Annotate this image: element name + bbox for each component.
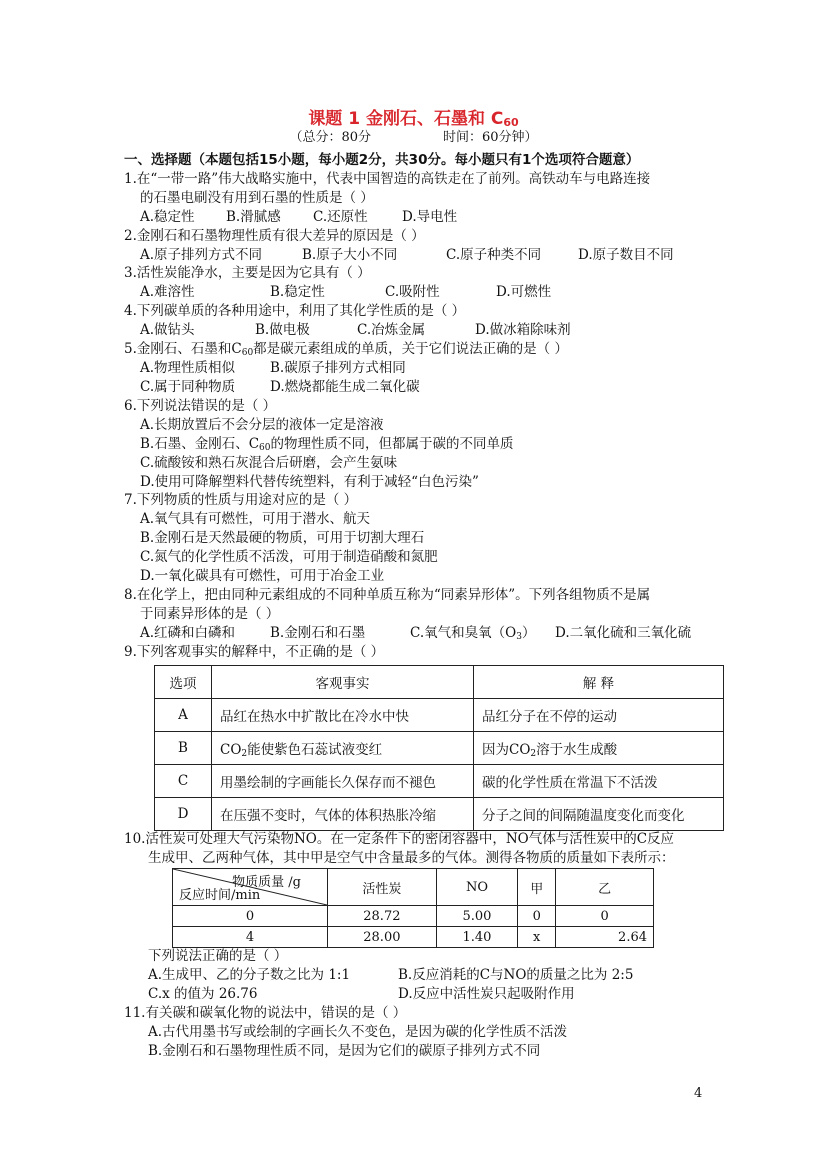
q11-stem: 11.有关碳和碳氧化物的说法中，错误的是（ ）: [124, 1005, 407, 1021]
row-fact: 在压强不变时，气体的体积热胀冷缩: [212, 798, 474, 831]
table-row: [155, 699, 724, 732]
time-limit: 时间：60分钟）: [443, 130, 538, 145]
q5-option-d: D.燃烧都能生成二氧化碳: [270, 379, 420, 395]
table-cell: 0: [518, 906, 556, 927]
q5-stem: 5.金刚石、石墨和$C_{60}$都是碳元素组成的单质，关于它们说法正确的是（ ）: [124, 341, 568, 358]
table-cell: 28.00: [328, 927, 437, 948]
q3-option-b: B.稳定性: [270, 284, 325, 300]
q4-option-a: A.做钻头: [140, 322, 195, 338]
q10-stem-line1: 10.活性炭可处理大气污染物NO。在一定条件下的密闭容器中，NO气体与活性炭中的C反应: [124, 831, 675, 847]
row-fact: 用墨绘制的字画能长久保存而不褪色: [212, 765, 474, 798]
table-row: [155, 765, 724, 798]
table-row: [173, 927, 654, 948]
q3-option-d: D.可燃性: [496, 284, 552, 300]
q11-option-b: B.金刚石和石墨物理性质不同，是因为它们的碳原子排列方式不同: [148, 1043, 541, 1059]
q7-stem: 7.下列物质的性质与用途对应的是（ ）: [124, 492, 358, 508]
table-row: [173, 906, 654, 927]
q6-option-b: B.石墨、金刚石、$C_{60}$的物理性质不同，但都属于碳的不同单质: [140, 436, 514, 453]
table-cell: 5.00: [436, 906, 517, 927]
col-header: 乙: [556, 869, 654, 906]
q6-stem: 6.下列说法错误的是（ ）: [124, 398, 277, 414]
q7-option-b: B.金刚石是天然最硬的物质，可用于切割大理石: [140, 530, 425, 546]
q6-option-a: A.长期放置后不会分层的液体一定是溶液: [140, 417, 384, 433]
table-row: [155, 732, 724, 765]
q10-table: [172, 868, 654, 948]
table-cell: 2.64: [556, 927, 654, 948]
col-header: 甲: [518, 869, 556, 906]
q5-option-c: C.属于同种物质: [140, 379, 236, 395]
q4-option-b: B.做电极: [255, 322, 310, 338]
q2-option-c: C.原子种类不同: [446, 247, 542, 263]
page-number: 4: [694, 1086, 703, 1101]
total-score: （总分：80分: [289, 130, 371, 145]
q1-stem-line1: 1.在“一带一路”伟大战略实施中，代表中国智造的高铁走在了前列。高铁动车与电路连接: [124, 171, 651, 187]
q9-stem: 9.下列客观事实的解释中，不正确的是（ ）: [124, 644, 385, 660]
q2-option-a: A.原子排列方式不同: [140, 247, 263, 263]
row-explanation: 碳的化学性质在常温下不活泼: [474, 765, 724, 798]
table-cell: 4: [173, 927, 328, 948]
table-row: [155, 798, 724, 831]
q8-option-d: D.二氧化硫和三氧化硫: [555, 625, 692, 641]
q7-option-c: C.氮气的化学性质不活泼，可用于制造硝酸和氮肥: [140, 549, 438, 565]
q11-option-a: A.古代用墨书写或绘制的字画长久不变色，是因为碳的化学性质不活泼: [148, 1024, 568, 1040]
q10-option-c: C.x 的值为 26.76: [148, 986, 258, 1002]
table-header-row: [173, 869, 654, 906]
q10-stem-line2: 生成甲、乙两种气体，其中甲是空气中含量最多的气体。测得各物质的质量如下表所示：: [148, 850, 675, 866]
q3-stem: 3.活性炭能净水，主要是因为它具有（ ）: [124, 265, 371, 281]
q2-stem: 2.金刚石和石墨物理性质有很大差异的原因是（ ）: [124, 228, 425, 244]
header-fact: 客观事实: [212, 666, 474, 699]
q1-option-a: A.稳定性: [140, 209, 195, 225]
col-header: NO: [436, 869, 517, 906]
q2-option-d: D.原子数目不同: [578, 247, 674, 263]
row-fact: $CO_2$能使紫色石蕊试液变红: [212, 732, 474, 765]
q10-after: 下列说法正确的是（ ）: [148, 948, 288, 964]
row-option: A: [155, 699, 212, 732]
q8-option-b: B.金刚石和石墨: [270, 625, 366, 641]
header-option: 选项: [155, 666, 212, 699]
q10-option-a: A.生成甲、乙的分子数之比为 1:1: [148, 967, 351, 983]
q5-option-b: B.碳原子排列方式相同: [270, 360, 406, 376]
q6-option-c: C.硫酸铵和熟石灰混合后研磨，会产生氨味: [140, 455, 398, 471]
q6-option-d: D.使用可降解塑料代替传统塑料，有利于减轻“白色污染”: [140, 474, 479, 490]
table-cell: 0: [173, 906, 328, 927]
row-option: D: [155, 798, 212, 831]
q7-option-d: D.一氧化碳具有可燃性，可用于冶金工业: [140, 568, 385, 584]
q9-table: [154, 665, 724, 831]
table-cell: 0: [556, 906, 654, 927]
exam-info: [0, 126, 827, 145]
title-subscript: 60: [503, 116, 519, 129]
q10-option-b: B.反应消耗的C与NO的质量之比为 2:5: [398, 967, 634, 983]
row-option: B: [155, 732, 212, 765]
table-cell: 28.72: [328, 906, 437, 927]
q4-stem: 4.下列碳单质的各种用途中，利用了其化学性质的是（ ）: [124, 303, 466, 319]
q8-stem-line1: 8.在化学上，把由同种元素组成的不同种单质互称为“同素异形体”。下列各组物质不是属: [124, 587, 651, 603]
q1-option-b: B.滑腻感: [226, 209, 281, 225]
q4-option-c: C.冶炼金属: [357, 322, 426, 338]
row-explanation: 因为$CO_2$溶于水生成酸: [474, 732, 724, 765]
q7-option-a: A.氧气具有可燃性，可用于潜水、航天: [140, 511, 371, 527]
diagonal-header-cell: [173, 869, 328, 906]
diag-bottom-label: 反应时间/min: [179, 888, 261, 903]
q10-option-d: D.反应中活性炭只起吸附作用: [398, 986, 575, 1002]
row-explanation: 分子之间的间隔随温度变化而变化: [474, 798, 724, 831]
q3-option-c: C.吸附性: [385, 284, 440, 300]
row-fact: 品红在热水中扩散比在冷水中快: [212, 699, 474, 732]
q1-option-c: C.还原性: [313, 209, 368, 225]
col-header: 活性炭: [328, 869, 437, 906]
header-explanation: 解 释: [474, 666, 724, 699]
q8-option-a: A.红磷和白磷和: [140, 625, 236, 641]
table-cell: x: [518, 927, 556, 948]
section-heading: 一、选择题（本题包括15小题，每小题2分，共30分。每小题只有1个选项符合题意）: [124, 152, 640, 168]
table-header-row: [155, 666, 724, 699]
q2-option-b: B.原子大小不同: [302, 247, 398, 263]
q8-option-c: C.氧气和臭氧$(O_3)$: [410, 625, 536, 642]
q8-stem-line2: 于同素异形体的是（ ）: [140, 606, 280, 622]
row-option: C: [155, 765, 212, 798]
q4-option-d: D.做冰箱除味剂: [475, 322, 571, 338]
row-explanation: 品红分子在不停的运动: [474, 699, 724, 732]
title-text: 课题 1 金刚石、石墨和 C: [308, 109, 504, 129]
q1-option-d: D.导电性: [402, 209, 458, 225]
q1-stem-line2: 的石墨电刷没有用到石墨的性质是（ ）: [140, 190, 374, 206]
diag-top-label: 物质质量 /g: [232, 875, 301, 890]
q3-option-a: A.难溶性: [140, 284, 195, 300]
q5-option-a: A.物理性质相似: [140, 360, 236, 376]
table-cell: 1.40: [436, 927, 517, 948]
